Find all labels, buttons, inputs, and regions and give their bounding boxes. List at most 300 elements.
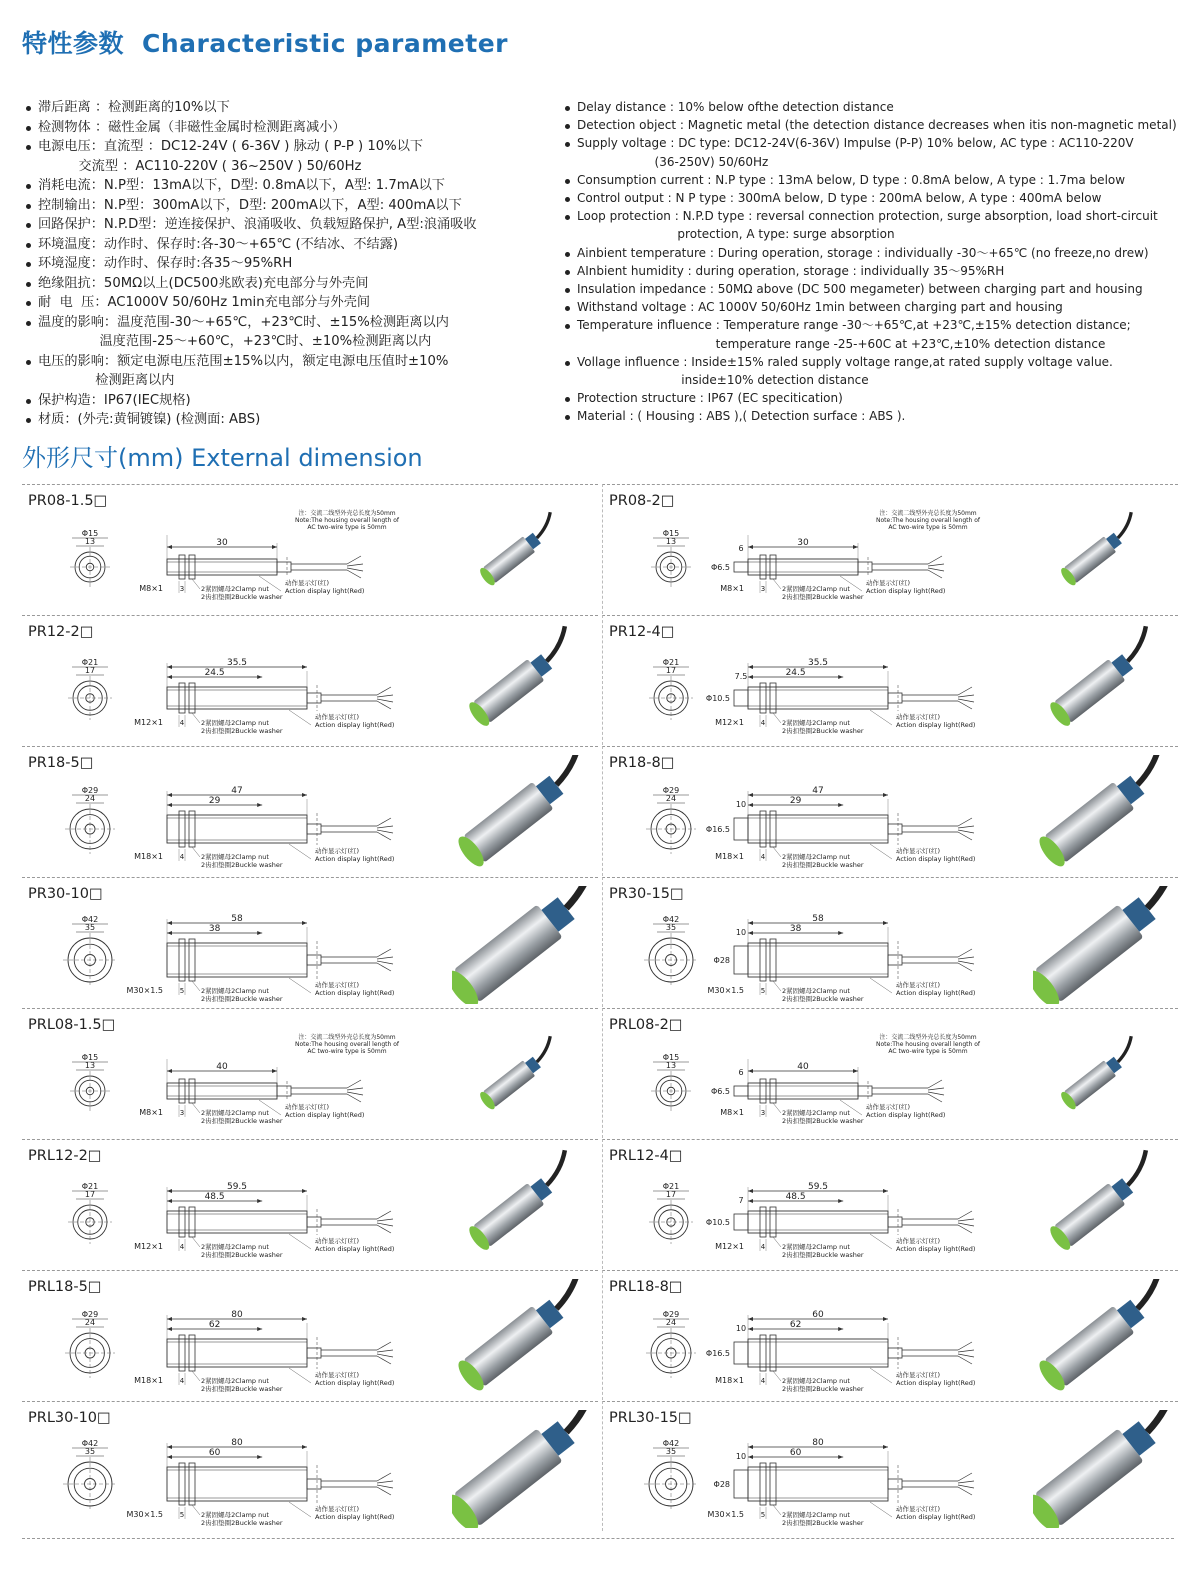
cable-wires [377,687,393,709]
indicator-label-en: Action display light(Red) [315,989,395,997]
thread-size: M8×1 [139,584,163,593]
sensing-face [734,1086,748,1096]
sensing-face [734,690,748,706]
clamp-nut [189,939,195,981]
product-photo [452,1279,592,1397]
dimension-cell [602,484,1178,614]
clamp-nut [189,683,195,713]
title-cn: 特性参数 [22,29,125,58]
sensor-body [748,1339,888,1367]
cable-wires [377,1342,393,1364]
clamp-nut-label: 2紧固螺母2Clamp nut [201,1511,269,1519]
product-photo [452,624,592,742]
indicator-label-cn: 动作显示灯(红) [866,1103,911,1111]
dimension-drawing [62,1426,402,1526]
indicator-label-cn: 动作显示灯(红) [315,981,360,989]
buckle-washer-label: 2齿扣垫圈2Buckle washer [782,861,864,869]
dimension-drawing [643,1164,983,1264]
clamp-nut-label: 2紧固螺母2Clamp nut [201,853,269,861]
thread-length: 62 [208,1320,221,1330]
note-line: 注：交流二线型外壳总长度为50mm [298,510,396,517]
spec-item: Insulation impedance : 50MΩ above (DC 500 megameter) between charging part and housing [563,280,1193,298]
dimension-cell [22,484,598,614]
thread-size: M12×1 [134,1242,163,1251]
product-photo [1033,886,1173,1004]
note-line: AC two-wire type is 50mm [888,524,968,531]
thread-size: M8×1 [720,584,744,593]
outer-diameter: Φ21 [662,1182,680,1191]
dimension-cell [602,1139,1178,1269]
inner-diameter: 17 [665,1190,677,1199]
clamp-nut-label: 2紧固螺母2Clamp nut [782,853,850,861]
clamp-nut [179,1463,185,1505]
clamp-nut [770,1463,776,1505]
indicator-label-en: Action display light(Red) [896,1245,976,1253]
indicator-label-cn: 动作显示灯(红) [315,847,360,855]
shield-length: 10 [735,1324,747,1333]
clamp-nut [770,939,776,981]
face-diameter: Φ10.5 [705,694,730,703]
nut-thickness: 4 [179,1243,185,1251]
outer-diameter: Φ29 [662,1310,680,1319]
cable-wires [958,687,974,709]
thread-size: M12×1 [134,718,163,727]
model-name: PRL08-1.5□ [28,1017,116,1033]
indicator-label-en: Action display light(Red) [285,1111,365,1119]
outer-diameter: Φ29 [81,786,99,795]
spec-item: Loop protection : N.P.D type : reversal connection protection, surge absorption, load short-circuit [563,207,1193,225]
note-line: Note:The housing overall length of [295,1041,399,1048]
spec-item: 环境温度：动作时、保存时:各-30～+65℃ (不结冰、不结露) [24,235,564,255]
indicator-label-en: Action display light(Red) [285,587,365,595]
thread-size: M8×1 [139,1108,163,1117]
clamp-nut [179,1207,185,1237]
cable-wires [377,1473,393,1495]
spec-item: 绝缘阻抗：50MΩ以上(DC500兆欧表)充电部分与外壳间 [24,274,564,294]
spec-item: 温度的影响：温度范围-30～+65℃，+23℃时、±15%检测距离以内 [24,313,564,333]
clamp-nut [760,1335,766,1371]
inner-diameter: 24 [665,1318,677,1327]
buckle-washer-label: 2齿扣垫圈2Buckle washer [201,1251,283,1259]
inner-diameter: 35 [84,1447,96,1456]
total-length: 58 [231,914,243,924]
total-length: 35.5 [807,658,829,668]
shield-length: 10 [735,1452,747,1461]
nut-thickness: 4 [179,1377,185,1385]
outer-diameter: Φ15 [81,529,99,538]
spec-list-en [563,98,1193,426]
clamp-nut [770,811,776,847]
note-line: 注：交流二线型外壳总长度为50mm [879,1034,977,1041]
inner-diameter: 24 [84,794,96,803]
clamp-nut [760,683,766,713]
note-line: Note:The housing overall length of [295,517,399,524]
outer-diameter: Φ42 [81,1439,99,1448]
buckle-washer-label: 2齿扣垫圈2Buckle washer [782,1385,864,1393]
clamp-nut [189,811,195,847]
indicator-label-cn: 动作显示灯(红) [285,579,330,587]
model-name: PRL18-5□ [28,1279,102,1295]
face-diameter: Φ6.5 [710,563,730,572]
product-photo [452,493,592,611]
sensor-body [167,943,307,977]
outer-diameter: Φ42 [662,915,680,924]
indicator-label-cn: 动作显示灯(红) [866,579,911,587]
thread-size: M18×1 [134,852,163,861]
total-length: 35.5 [226,658,248,668]
clamp-nut [189,1335,195,1371]
note-line: 注：交流二线型外壳总长度为50mm [298,1034,396,1041]
model-name: PR12-4□ [609,624,675,640]
spec-list-cn [24,98,564,430]
dimension-cell [22,1270,598,1400]
cable-wires [958,1473,974,1495]
spec-item: 检测物体 ：磁性金属（非磁性金属时检测距离减小） [24,118,564,138]
outer-diameter: Φ21 [81,658,99,667]
model-name: PR18-5□ [28,755,94,771]
shield-length: 10 [735,928,747,937]
thread-length: 38 [789,924,802,934]
model-name: PRL18-8□ [609,1279,683,1295]
spec-item: Ainbient temperature : During operation, storage : individually -30～+65℃ (no freeze,no drew) [563,244,1193,262]
sensor-body [167,815,307,843]
clamp-nut-label: 2紧固螺母2Clamp nut [782,719,850,727]
buckle-washer-label: 2齿扣垫圈2Buckle washer [201,1519,283,1526]
indicator-label-en: Action display light(Red) [315,1379,395,1387]
sensor-body [748,559,858,575]
face-diameter: Φ6.5 [710,1087,730,1096]
cable-wires [958,949,974,971]
thread-size: M30×1.5 [707,986,744,995]
dimension-drawing [643,509,983,609]
thread-size: M30×1.5 [707,1510,744,1519]
spec-item: 环境湿度：动作时、保存时:各35～95%RH [24,254,564,274]
dimension-drawing [62,1033,402,1133]
product-photo [452,886,592,1004]
indicator-label-en: Action display light(Red) [896,855,976,863]
total-length: 59.5 [807,1182,829,1192]
thread-length: 60 [208,1448,221,1458]
clamp-nut [189,1207,195,1237]
buckle-washer-label: 2齿扣垫圈2Buckle washer [201,1117,283,1125]
note-line: Note:The housing overall length of [876,1041,980,1048]
cable-wires [377,1211,393,1233]
nut-thickness: 5 [760,987,766,995]
sensor-body [748,815,888,843]
spec-item: Withstand voltage : AC 1000V 50/60Hz 1min between charging part and housing [563,298,1193,316]
dimension-drawing [643,1295,983,1395]
sensor-body [748,1083,858,1099]
total-length: 30 [216,538,228,548]
indicator-label-en: Action display light(Red) [315,721,395,729]
thread-length: 29 [208,796,221,806]
total-length: 58 [812,914,824,924]
nut-thickness: 4 [760,853,766,861]
sensor-body [748,1467,888,1501]
product-photo [1033,1279,1173,1397]
indicator-label-en: Action display light(Red) [315,1245,395,1253]
clamp-nut-label: 2紧固螺母2Clamp nut [201,1109,269,1117]
dimension-drawing [643,1426,983,1526]
nut-thickness: 4 [179,853,185,861]
inner-diameter: 13 [84,1061,96,1070]
product-photo [1033,1017,1173,1135]
indicator-label-en: Action display light(Red) [896,1379,976,1387]
thread-length: 60 [789,1448,802,1458]
indicator-label-cn: 动作显示灯(红) [896,713,941,721]
spec-item-continued: protection, A type: surge absorption [563,227,895,242]
inner-diameter: 13 [84,537,96,546]
model-name: PR08-2□ [609,493,675,509]
sensing-face [734,562,748,572]
total-length: 40 [216,1062,228,1072]
indicator-label-cn: 动作显示灯(红) [315,713,360,721]
outer-diameter: Φ21 [81,1182,99,1191]
dimension-drawing [62,1295,402,1395]
spec-item: 材质：(外壳:黄铜镀镍) (检测面: ABS) [24,410,564,430]
clamp-nut [760,1207,766,1237]
total-length: 40 [797,1062,809,1072]
spec-item-continued: (36-250V) 50/60Hz [563,154,769,169]
dimension-drawing [643,640,983,740]
product-photo [452,1017,592,1135]
spec-item: Detection object : Magnetic metal (the detection distance decreases when itis non-magnetic metal) [563,116,1193,134]
spec-item: 耐 电 压：AC1000V 50/60Hz 1min充电部分与外壳间 [24,293,564,313]
dimension-cell [602,1401,1178,1531]
note-line: 注：交流二线型外壳总长度为50mm [879,510,977,517]
outer-diameter: Φ21 [662,658,680,667]
buckle-washer-label: 2齿扣垫圈2Buckle washer [201,995,283,1002]
buckle-washer-label: 2齿扣垫圈2Buckle washer [782,995,864,1002]
dimension-cell [602,877,1178,1007]
note-line: Note:The housing overall length of [876,517,980,524]
spec-item-continued: 温度范围-25～+60℃，+23℃时、±10%检测距离以内 [24,334,432,349]
model-name: PRL12-2□ [28,1148,102,1164]
sensor-body [748,943,888,977]
indicator-label-en: Action display light(Red) [315,1513,395,1521]
inner-diameter: 17 [665,666,677,675]
outer-diameter: Φ42 [81,915,99,924]
spec-item-continued: 检测距离以内 [24,373,175,388]
face-diameter: Φ16.5 [705,1349,730,1358]
dimension-cell [22,746,598,876]
note-line: AC two-wire type is 50mm [307,524,387,531]
buckle-washer-label: 2齿扣垫圈2Buckle washer [782,1519,864,1526]
dimension-cell [602,1008,1178,1138]
total-length: 47 [812,786,824,796]
model-name: PRL30-15□ [609,1410,692,1426]
product-photo [1033,624,1173,742]
thread-length: 29 [789,796,802,806]
thread-size: M18×1 [715,852,744,861]
shield-length: 6 [738,1068,744,1077]
clamp-nut [179,811,185,847]
spec-item: Consumption current : N.P type : 13mA below, D type : 0.8mA below, A type : 1.7ma below [563,171,1193,189]
clamp-nut [760,939,766,981]
indicator-label-en: Action display light(Red) [896,1513,976,1521]
spec-item: 保护构造：IP67(IEC规格) [24,391,564,411]
sensing-face [734,1342,748,1364]
cable-wires [928,556,944,578]
sensor-body [167,559,277,575]
dimension-cell [22,1139,598,1269]
inner-diameter: 13 [665,537,677,546]
clamp-nut-label: 2紧固螺母2Clamp nut [201,1377,269,1385]
model-name: PRL30-10□ [28,1410,111,1426]
clamp-nut [770,1207,776,1237]
sensing-face [734,818,748,840]
indicator-label-cn: 动作显示灯(红) [896,1371,941,1379]
product-photo [1033,493,1173,611]
page-title [22,24,508,60]
spec-item: 回路保护：N.P.D型：逆连接保护、浪涌吸收、负载短路保护, A型:浪涌吸收 [24,215,564,235]
spec-item: Vollage influence : Inside±15% raled supply voltage range,at rated supply voltage value. [563,353,1193,371]
thread-size: M12×1 [715,718,744,727]
sensing-face [734,946,748,974]
nut-thickness: 3 [760,585,766,593]
thread-size: M12×1 [715,1242,744,1251]
clamp-nut-label: 2紧固螺母2Clamp nut [782,585,850,593]
clamp-nut-label: 2紧固螺母2Clamp nut [782,1243,850,1251]
thread-length: 38 [208,924,221,934]
spec-item: Material : ( Housing : ABS ),( Detection surface : ABS ). [563,407,1193,425]
indicator-label-en: Action display light(Red) [866,1111,946,1119]
model-name: PR18-8□ [609,755,675,771]
inner-diameter: 24 [665,794,677,803]
spec-item: Temperature influence : Temperature range -30～+65℃,at +23℃,±15% detection distance; [563,316,1193,334]
shield-length: 7.5 [734,672,748,681]
indicator-label-en: Action display light(Red) [315,855,395,863]
spec-item-continued: temperature range -25-+60C at +23℃,±10% detection distance [563,336,1106,351]
buckle-washer-label: 2齿扣垫圈2Buckle washer [782,727,864,735]
nut-thickness: 5 [179,987,185,995]
nut-thickness: 4 [760,1243,766,1251]
note-line: AC two-wire type is 50mm [307,1048,387,1055]
buckle-washer-label: 2齿扣垫圈2Buckle washer [201,727,283,735]
outer-diameter: Φ15 [662,529,680,538]
total-length: 47 [231,786,243,796]
thread-length: 62 [789,1320,802,1330]
clamp-nut [770,1335,776,1371]
nut-thickness: 3 [760,1109,766,1117]
cable-wires [347,1080,363,1102]
cable-wires [377,818,393,840]
cable-wires [928,1080,944,1102]
cable-wires [377,949,393,971]
face-diameter: Φ28 [713,1480,730,1489]
thread-size: M18×1 [134,1376,163,1385]
spec-item: AInbient humidity : during operation, storage : individually 35～95%RH [563,262,1193,280]
clamp-nut-label: 2紧固螺母2Clamp nut [782,1109,850,1117]
thread-length: 48.5 [785,1192,806,1202]
clamp-nut [189,1463,195,1505]
model-name: PRL08-2□ [609,1017,683,1033]
nut-thickness: 4 [760,719,766,727]
clamp-nut-label: 2紧固螺母2Clamp nut [782,1377,850,1385]
clamp-nut [179,683,185,713]
dimension-drawing [62,640,402,740]
sensor-body [167,1211,307,1233]
nut-thickness: 5 [760,1511,766,1519]
clamp-nut [770,683,776,713]
face-diameter: Φ10.5 [705,1218,730,1227]
spec-item: 滞后距离 ：检测距离的10%以下 [24,98,564,118]
outer-diameter: Φ29 [81,1310,99,1319]
indicator-label-en: Action display light(Red) [896,989,976,997]
spec-item: Supply voltage : DC type: DC12-24V(6-36V) Impulse (P-P) 10% below, AC type : AC110-220V [563,134,1193,152]
buckle-washer-label: 2齿扣垫圈2Buckle washer [201,1385,283,1393]
dimension-drawing [62,509,402,609]
clamp-nut-label: 2紧固螺母2Clamp nut [201,1243,269,1251]
sensing-face [734,1470,748,1498]
outer-diameter: Φ29 [662,786,680,795]
clamp-nut-label: 2紧固螺母2Clamp nut [201,719,269,727]
sensor-body [167,1467,307,1501]
dimension-drawing [62,771,402,871]
spec-item: Protection structure : IP67 (EC specitication) [563,389,1193,407]
indicator-label-en: Action display light(Red) [896,721,976,729]
clamp-nut [760,811,766,847]
sensor-body [748,687,888,709]
cable-wires [347,556,363,578]
divider [22,1538,1174,1539]
dimension-cell [22,877,598,1007]
spec-item-continued: inside±10% detection distance [563,373,869,388]
dimension-cell [602,746,1178,876]
total-length: 60 [812,1310,824,1320]
inner-diameter: 24 [84,1318,96,1327]
inner-diameter: 17 [84,666,96,675]
sensor-body [167,687,307,709]
indicator-label-cn: 动作显示灯(红) [896,981,941,989]
shield-length: 10 [735,800,747,809]
total-length: 80 [812,1438,824,1448]
total-length: 80 [231,1438,243,1448]
total-length: 59.5 [226,1182,248,1192]
model-name: PR08-1.5□ [28,493,108,509]
thread-size: M18×1 [715,1376,744,1385]
spec-item: 控制输出：N.P型：300mA以下，D型: 200mA以下，A型: 400mA以下 [24,196,564,216]
inner-diameter: 35 [665,1447,677,1456]
indicator-label-cn: 动作显示灯(红) [896,1505,941,1513]
spec-item: Control output : N P type : 300mA below, D type : 200mA below, A type : 400mA below [563,189,1193,207]
thread-length: 48.5 [204,1192,225,1202]
nut-thickness: 5 [179,1511,185,1519]
clamp-nut-label: 2紧固螺母2Clamp nut [201,585,269,593]
dimension-cell [22,1008,598,1138]
buckle-washer-label: 2齿扣垫圈2Buckle washer [201,593,283,601]
buckle-washer-label: 2齿扣垫圈2Buckle washer [782,1117,864,1125]
indicator-label-cn: 动作显示灯(红) [896,847,941,855]
product-photo [1033,755,1173,873]
dimension-cell [602,615,1178,745]
shield-length: 7 [738,1196,744,1205]
clamp-nut [179,1335,185,1371]
dimension-drawing [62,902,402,1002]
cable-wires [958,1342,974,1364]
product-photo [452,1148,592,1266]
spec-item: 电压的影响：额定电源电压范围±15%以内，额定电源电压值时±10% [24,352,564,372]
sensor-body [167,1083,277,1099]
sensor-body [167,1339,307,1367]
face-diameter: Φ16.5 [705,825,730,834]
thread-length: 24.5 [785,668,806,678]
dimension-cell [22,1401,598,1531]
cable-wires [958,1211,974,1233]
indicator-label-en: Action display light(Red) [866,587,946,595]
spec-item: 电源电压：直流型 ：DC12-24V ( 6-36V ) 脉动 ( P-P ) 10%以下 [24,137,564,157]
buckle-washer-label: 2齿扣垫圈2Buckle washer [782,593,864,601]
